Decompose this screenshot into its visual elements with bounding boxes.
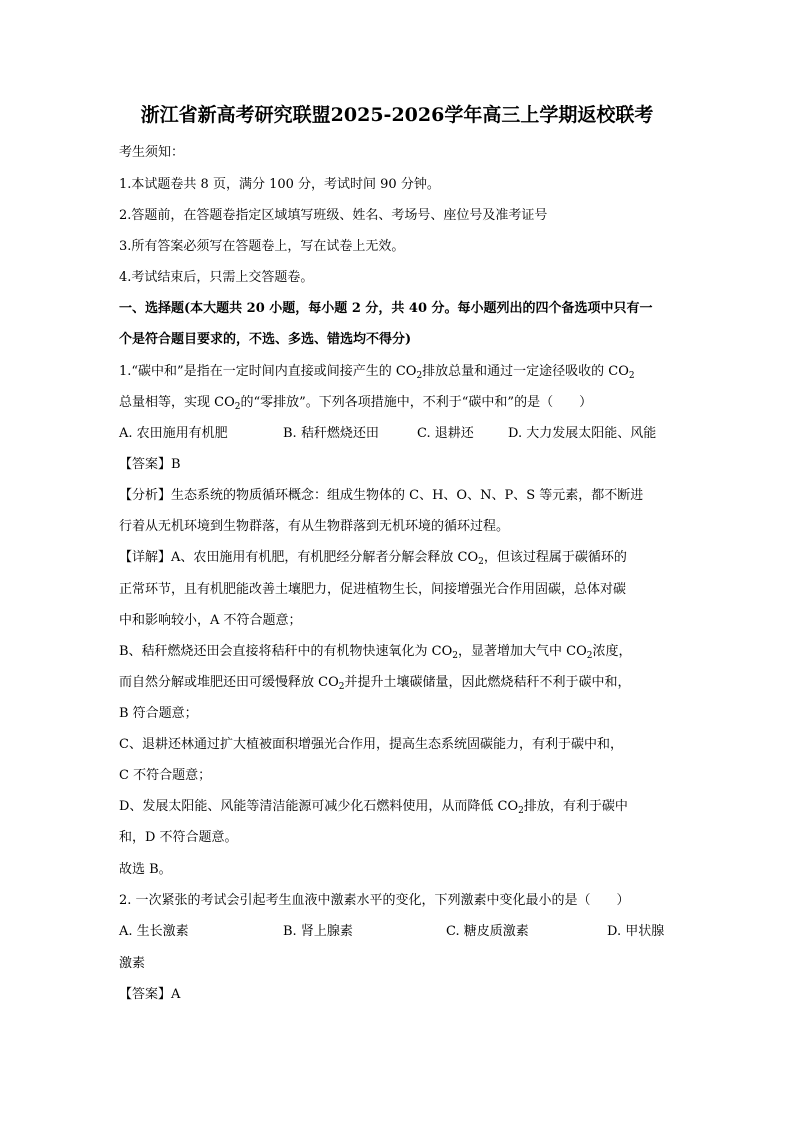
q1-detail-text: 而自然分解或堆肥还田可缓慢释放 CO (119, 675, 339, 690)
q1-answer: 【答案】B (119, 457, 181, 472)
q2-option-a: A. 生长激素 (119, 924, 189, 939)
q1-detail-c-line-1: C、退耕还林通过扩大植被面积增强光合作用，提高生态系统固碳能力，有利于碳中和， (119, 737, 623, 752)
q1-stem-text: 的“零排放”。下列各项措施中，不利于“碳中和”的是（ ） (240, 395, 593, 410)
q1-detail-b-line-1 (119, 642, 632, 662)
notice-item-4: 4.考试结束后，只需上交答题卷。 (119, 270, 314, 285)
section-heading-line-1: 一、选择题(本大题共 20 小题，每小题 2 分，共 40 分。每小题列出的四个备选项中只有一 (119, 301, 653, 316)
subscript: 2 (478, 557, 484, 567)
q2-answer: 【答案】A (119, 987, 181, 1002)
notice-item-3: 3.所有答案必须写在答题卷上，写在试卷上无效。 (119, 239, 405, 254)
subscript: 2 (452, 651, 459, 661)
q1-detail-text: 【详解】A、农田施用有机肥，有机肥经分解者分解会释放 CO (119, 550, 479, 565)
q1-detail-b-line-3: B 符合题意； (119, 706, 198, 721)
q1-detail-c-line-2: C 不符合题意； (119, 768, 212, 783)
q1-detail-a-line-3: 中和影响较小，A 不符合题意； (119, 613, 302, 628)
subscript: 2 (416, 371, 423, 381)
notice-item-1: 1.本试题卷共 8 页，满分 100 分，考试时间 90 分钟。 (119, 177, 440, 192)
q1-detail-a-line-2: 正常环节，且有机肥能改善土壤肥力，促进植物生长，间接增强光合作用固碳，总体对碳 (119, 582, 627, 597)
section-heading-line-2: 个是符合题目要求的，不选、多选、错选均不得分) (119, 332, 412, 347)
notice-heading: 考生须知： (119, 145, 185, 160)
q1-analysis-line-2: 行着从无机环境到生物群落，有从生物群落到无机环境的循环过程。 (119, 519, 510, 534)
q1-detail-text: 并提升土壤碳储量，因此燃烧秸秆不利于碳中和， (344, 675, 631, 690)
q2-stem: 2. 一次紧张的考试会引起考生血液中激素水平的变化，下列激素中变化最小的是（ ） (119, 893, 630, 908)
q2-option-d-continued: 激素 (119, 956, 146, 971)
q1-detail-d-line-2: 和，D 不符合题意。 (119, 830, 238, 845)
subscript: 2 (628, 371, 635, 381)
page-title: 浙江省新高考研究联盟2025-2026学年高三上学期返校联考 (140, 104, 654, 126)
notice-item-2: 2.答题前，在答题卷指定区域填写班级、姓名、考场号、座位号及准考证号 (119, 208, 548, 223)
q1-detail-text: 排放，有利于碳中 (523, 799, 628, 814)
q1-detail-text: 浓度， (592, 644, 632, 659)
q1-detail-text: B、秸秆燃烧还田会直接将秸秆中的有机物快速氧化为 CO (119, 644, 453, 659)
q1-stem-text: 总量相等，实现 CO (119, 395, 235, 410)
subscript: 2 (338, 682, 345, 692)
q1-option-b: B. 秸秆燃烧还田 (283, 426, 379, 441)
q1-detail-text: D、发展太阳能、风能等清洁能源可减少化石燃料使用，从而降低 CO (119, 799, 519, 814)
q2-option-c: C. 糖皮质激素 (446, 924, 529, 939)
subscript: 2 (586, 651, 593, 661)
q1-detail-a-line-1 (119, 548, 627, 568)
subscript: 2 (234, 402, 241, 412)
q1-analysis-line-1: 【分析】生态系统的物质循环概念：组成生物体的 C、H、O、N、P、S 等元素，都不断进 (119, 488, 644, 503)
q1-option-a: A. 农田施用有机肥 (119, 426, 228, 441)
q1-stem-line-2 (119, 393, 592, 413)
q1-detail-b-line-2 (119, 673, 631, 693)
subscript: 2 (518, 806, 524, 816)
q1-option-c: C. 退耕还 (417, 426, 474, 441)
q1-stem-text: 1.“碳中和”是指在一定时间内直接或间接产生的 CO (119, 364, 417, 379)
q2-option-b: B. 肾上腺素 (283, 924, 353, 939)
q1-stem-text: 排放总量和通过一定途径吸收的 CO (422, 364, 629, 379)
q1-detail-d-line-1 (119, 797, 628, 817)
q1-detail-text: ，但该过程属于碳循环的 (483, 550, 627, 565)
q2-option-d: D. 甲状腺 (607, 924, 665, 939)
q1-conclusion: 故选 B。 (119, 862, 172, 877)
q1-detail-text: ，显著增加大气中 CO (458, 644, 587, 659)
q1-option-d: D. 大力发展太阳能、风能 (508, 426, 657, 441)
q1-stem-line-1 (119, 362, 635, 382)
